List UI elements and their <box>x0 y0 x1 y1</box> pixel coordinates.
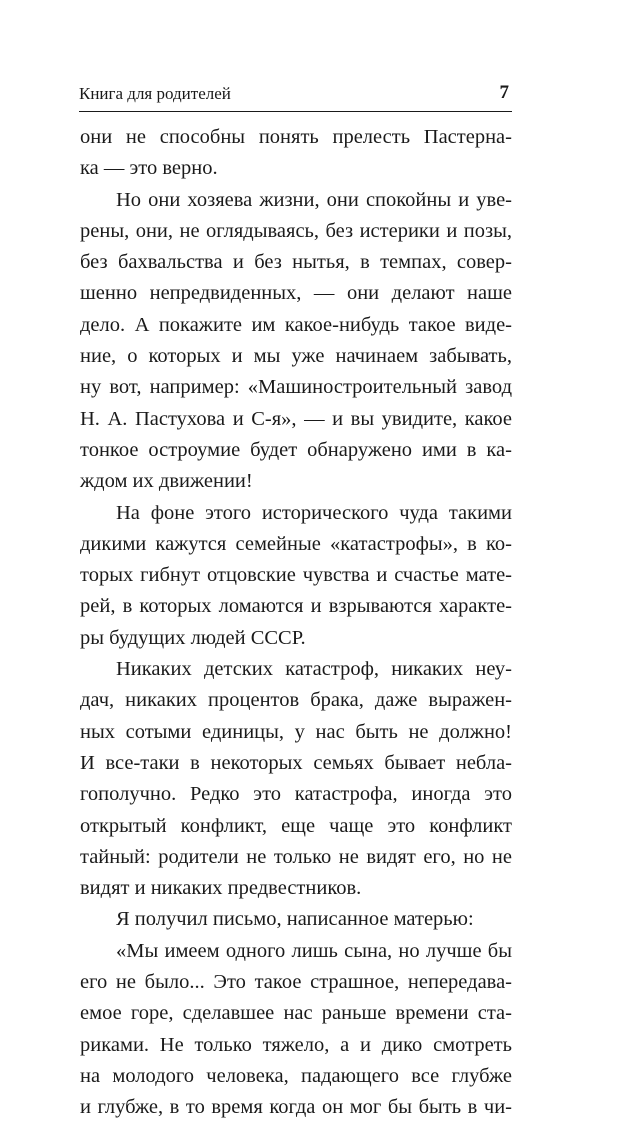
body-text <box>80 122 512 1124</box>
text-line: они не способны понять прелесть Пастерна- <box>80 126 512 148</box>
text-line: тайный: родители не только не видят его, но не <box>80 845 512 868</box>
text-line: «Мы имеем одного лишь сына, но лучше бы <box>116 939 512 962</box>
text-line: его не было... Это такое страшное, непередава- <box>80 971 512 994</box>
text-line: гополучно. Редко это катастрофа, иногда это <box>80 783 512 806</box>
text-line: дело. А покажите им какое-нибудь такое виде- <box>80 313 512 336</box>
text-line: риками. Не только тяжело, а и дико смотреть <box>80 1033 512 1056</box>
text-line: торых гибнут отцовские чувства и счастье мате- <box>80 564 512 587</box>
text-line: ние, о которых и мы уже начинаем забывать, <box>80 345 512 368</box>
text-line: Н. А. Пастухова и С-я», — и вы увидите, какое <box>80 407 512 430</box>
text-line: Никаких детских катастроф, никаких неу- <box>116 658 512 681</box>
text-line: ка — это верно. <box>80 157 218 180</box>
text-line: Я получил письмо, написанное матерью: <box>116 908 474 931</box>
text-line: открытый конфликт, еще чаще это конфликт <box>80 814 512 837</box>
text-line: ных сотыми единицы, у нас быть не должно! <box>80 720 512 743</box>
text-line: тонкое остроумие будет обнаружено ими в ка- <box>80 438 512 461</box>
text-line: и глубже, в то время когда он мог бы быть в чи- <box>80 1096 512 1119</box>
text-line: шенно непредвиденных, — они делают наше <box>80 282 512 305</box>
text-line: Но они хозяева жизни, они спокойны и уве- <box>116 188 512 211</box>
text-line: И все-таки в некоторых семьях бывает небла- <box>80 751 512 774</box>
text-line: дикими кажутся семейные «катастрофы», в ко- <box>80 532 512 555</box>
header-rule <box>79 111 512 112</box>
text-line: на молодого человека, падающего все глубже <box>80 1064 512 1087</box>
text-line: На фоне этого исторического чуда такими <box>116 501 512 524</box>
text-line: ры будущих людей СССР. <box>80 626 306 649</box>
page-number: 7 <box>499 82 509 103</box>
text-line: ну вот, например: «Машиностроительный завод <box>80 376 512 399</box>
page-header <box>79 80 512 106</box>
text-line: рены, они, не оглядываясь, без истерики и позы, <box>80 219 512 242</box>
text-line: видят и никаких предвестников. <box>80 877 362 900</box>
text-line: рей, в которых ломаются и взрываются характе- <box>80 595 512 618</box>
text-line: дач, никаких процентов брака, даже выражен- <box>80 689 512 712</box>
running-title: Книга для родителей <box>79 84 231 103</box>
text-line: емое горе, сделавшее нас раньше времени ста- <box>80 1002 512 1025</box>
text-line: без бахвальства и без нытья, в темпах, совер- <box>80 251 512 274</box>
text-line: ждом их движении! <box>80 470 253 493</box>
